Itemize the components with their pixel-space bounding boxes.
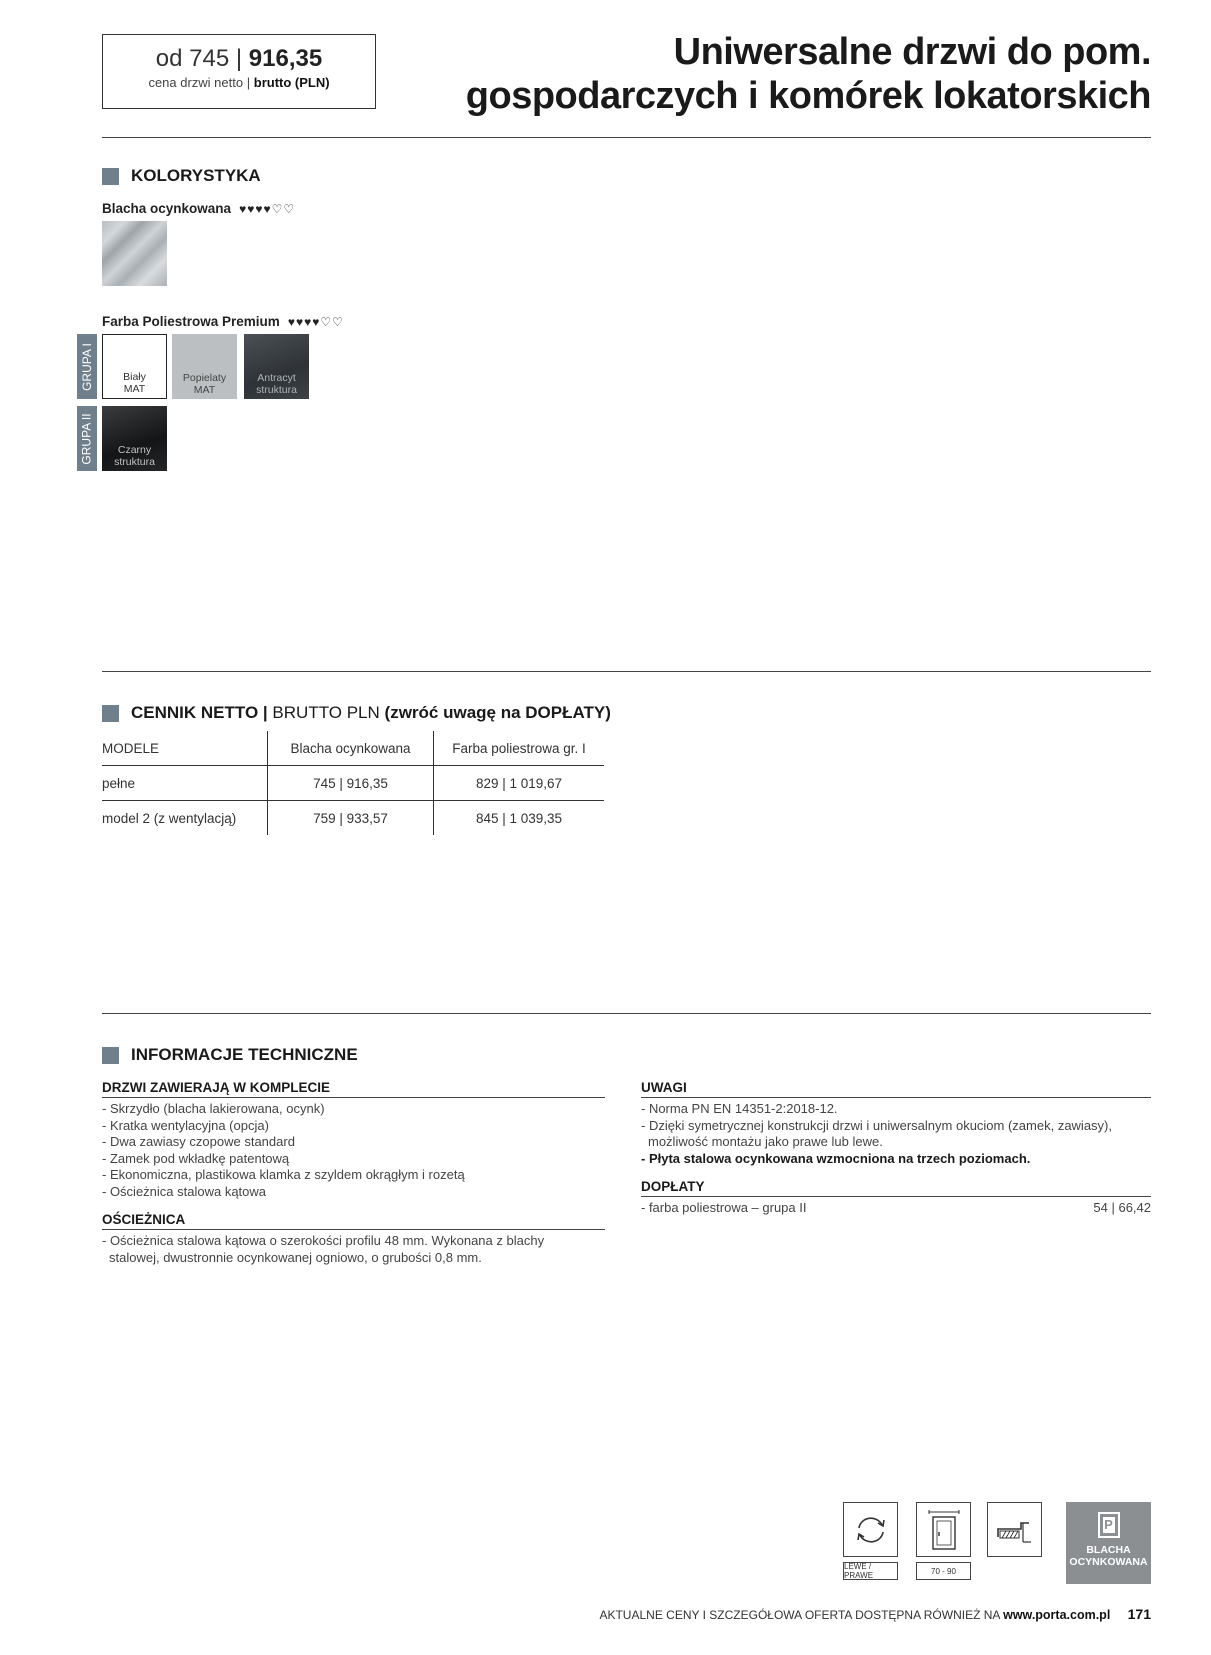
price-values: [103, 45, 375, 73]
section-square-icon: [102, 1047, 119, 1064]
tech-info-heading: [102, 1045, 358, 1065]
price-caption: [103, 75, 375, 90]
price-table: [102, 731, 604, 835]
footer: [599, 1606, 1151, 1622]
p-logo-icon: [1098, 1512, 1120, 1538]
swatch-black[interactable]: [102, 406, 167, 471]
table-header-row: [102, 731, 604, 766]
group-2-tab: [77, 406, 97, 471]
footer-link[interactable]: www.porta.com.pl: [1003, 1608, 1111, 1622]
frame-text: [102, 1233, 605, 1266]
price-gross: 916,35: [248, 45, 323, 72]
text-line: - Ościeżnica stalowa kątowa o szerokości profilu 48 mm. Wykonana z blachy: [102, 1233, 545, 1248]
text-line-bold: - Płyta stalowa ocynkowana wzmocniona na trzech poziomach.: [641, 1150, 1031, 1166]
p-logo-letter: P: [1104, 1517, 1113, 1532]
polyester-label: [102, 314, 344, 329]
divider: [102, 1013, 1151, 1014]
colors-heading-text: KOLORYSTYKA: [131, 166, 261, 185]
galvanized-label: [102, 201, 295, 216]
footer-text: AKTUALNE CENY I SZCZEGÓŁOWA OFERTA DOSTĘPNA RÓWNIEŻ NA: [599, 1608, 1000, 1622]
divider: [102, 137, 1151, 138]
list-item: - Zamek pod wkładkę patentową: [102, 1150, 290, 1166]
surcharges-heading: DOPŁATY: [641, 1179, 1151, 1197]
swatch-name: Antracyt: [257, 372, 296, 384]
surcharge-row: [641, 1200, 1151, 1217]
reversible-caption: LEWE / PRAWE: [843, 1562, 898, 1580]
group-1-tab: [77, 334, 97, 399]
text-line: możliwość montażu jako prawe lub lewe.: [648, 1134, 883, 1149]
swatch-finish: struktura: [114, 456, 155, 468]
swatch-finish: MAT: [193, 384, 216, 396]
table-cell: 759 | 933,57: [268, 801, 434, 836]
swatch-galvanized[interactable]: [102, 221, 167, 286]
badge-line-2: OCYNKOWANA: [1069, 1556, 1148, 1568]
swatch-white[interactable]: [102, 334, 167, 399]
table-cell: 745 | 916,35: [268, 766, 434, 801]
reversible-icon: [843, 1502, 898, 1557]
swatch-finish: struktura: [256, 384, 297, 396]
column-header: Farba poliestrowa gr. I: [434, 731, 605, 766]
kit-list: [102, 1101, 605, 1200]
divider: [102, 671, 1151, 672]
table-cell: pełne: [102, 766, 268, 801]
polyester-rating: ♥♥♥♥♡♡: [287, 315, 344, 329]
tech-heading-text: INFORMACJE TECHNICZNE: [131, 1045, 358, 1064]
list-item: - Skrzydło (blacha lakierowana, ocynk): [102, 1101, 325, 1116]
price-net: od 745: [155, 45, 230, 72]
tech-left-column: [102, 1080, 605, 1266]
table-cell: model 2 (z wentylacją): [102, 810, 237, 826]
door-width-icon: [916, 1502, 971, 1557]
galvanized-label-text: Blacha ocynkowana: [102, 201, 232, 216]
surcharge-item: - farba poliestrowa – grupa II: [641, 1200, 807, 1215]
swatch-name: Popielaty: [182, 372, 227, 384]
swatch-ash-grey[interactable]: [172, 334, 237, 399]
notes-text: [641, 1101, 1151, 1167]
notes-heading: UWAGI: [641, 1080, 1151, 1098]
page-title: [466, 30, 1151, 118]
text-line: - Norma PN EN 14351-2:2018-12.: [641, 1101, 838, 1116]
title-line-2: gospodarczych i komórek lokatorskich: [465, 75, 1151, 117]
badge-line-1: BLACHA: [1086, 1544, 1131, 1556]
rotate-arrows-icon: [854, 1515, 888, 1545]
surcharge-price: 54 | 66,42: [1093, 1200, 1151, 1215]
table-row: [102, 801, 604, 836]
table-cell: 845 | 1 039,35: [434, 801, 605, 836]
text-line: stalowej, dwustronnie ocynkowanej ogniowo, o grubości 0,8 mm.: [109, 1249, 482, 1265]
title-line-1: Uniwersalne drzwi do pom.: [673, 31, 1151, 73]
section-square-icon: [102, 168, 119, 185]
price-heading-thin: BRUTTO PLN: [272, 703, 380, 722]
price-heading-note: (zwróć uwagę na DOPŁATY): [384, 703, 611, 722]
door-icon: [927, 1509, 961, 1551]
section-square-icon: [102, 705, 119, 722]
list-item: - Ekonomiczna, plastikowa klamka z szyldem okrągłym i rozetą: [102, 1167, 465, 1182]
width-caption: 70 - 90: [916, 1562, 971, 1580]
list-item: - Kratka wentylacyjna (opcja): [102, 1117, 269, 1133]
swatch-name: Czarny: [117, 444, 152, 456]
group-2-label: GRUPA II: [80, 412, 94, 465]
tech-right-column: [641, 1080, 1151, 1217]
galvanized-badge: [1066, 1502, 1151, 1584]
swatch-name: Biały: [123, 371, 146, 383]
column-header: MODELE: [102, 731, 268, 766]
group-1-label: GRUPA I: [80, 342, 95, 391]
price-caption-net: cena drzwi netto: [148, 75, 244, 90]
table-cell: 829 | 1 019,67: [434, 766, 605, 801]
frame-heading: OŚCIEŻNICA: [102, 1212, 605, 1230]
angle-frame-icon: [995, 1515, 1035, 1545]
price-box: [102, 34, 376, 109]
swatch-finish: MAT: [123, 383, 146, 395]
galvanized-rating: ♥♥♥♥♡♡: [239, 202, 296, 216]
list-item: - Dwa zawiasy czopowe standard: [102, 1134, 295, 1149]
list-item: - Ościeżnica stalowa kątowa: [102, 1183, 267, 1199]
polyester-label-text: Farba Poliestrowa Premium: [102, 314, 280, 329]
price-caption-gross: brutto (PLN): [253, 75, 330, 90]
page-number: 171: [1127, 1606, 1151, 1622]
price-list-heading: [102, 703, 611, 723]
swatch-anthracite[interactable]: [244, 334, 309, 399]
colors-heading: [102, 166, 261, 186]
price-caption-separator: |: [246, 75, 251, 90]
text-line: - Dzięki symetrycznej konstrukcji drzwi i uniwersalnym okuciom (zamek, zawiasy),: [641, 1117, 1112, 1133]
price-separator: |: [235, 45, 243, 72]
kit-heading: DRZWI ZAWIERAJĄ W KOMPLECIE: [102, 1080, 605, 1098]
column-header: Blacha ocynkowana: [268, 731, 434, 766]
frame-profile-icon: [987, 1502, 1042, 1557]
price-heading-bold: CENNIK NETTO |: [131, 703, 268, 722]
table-row: [102, 766, 604, 801]
